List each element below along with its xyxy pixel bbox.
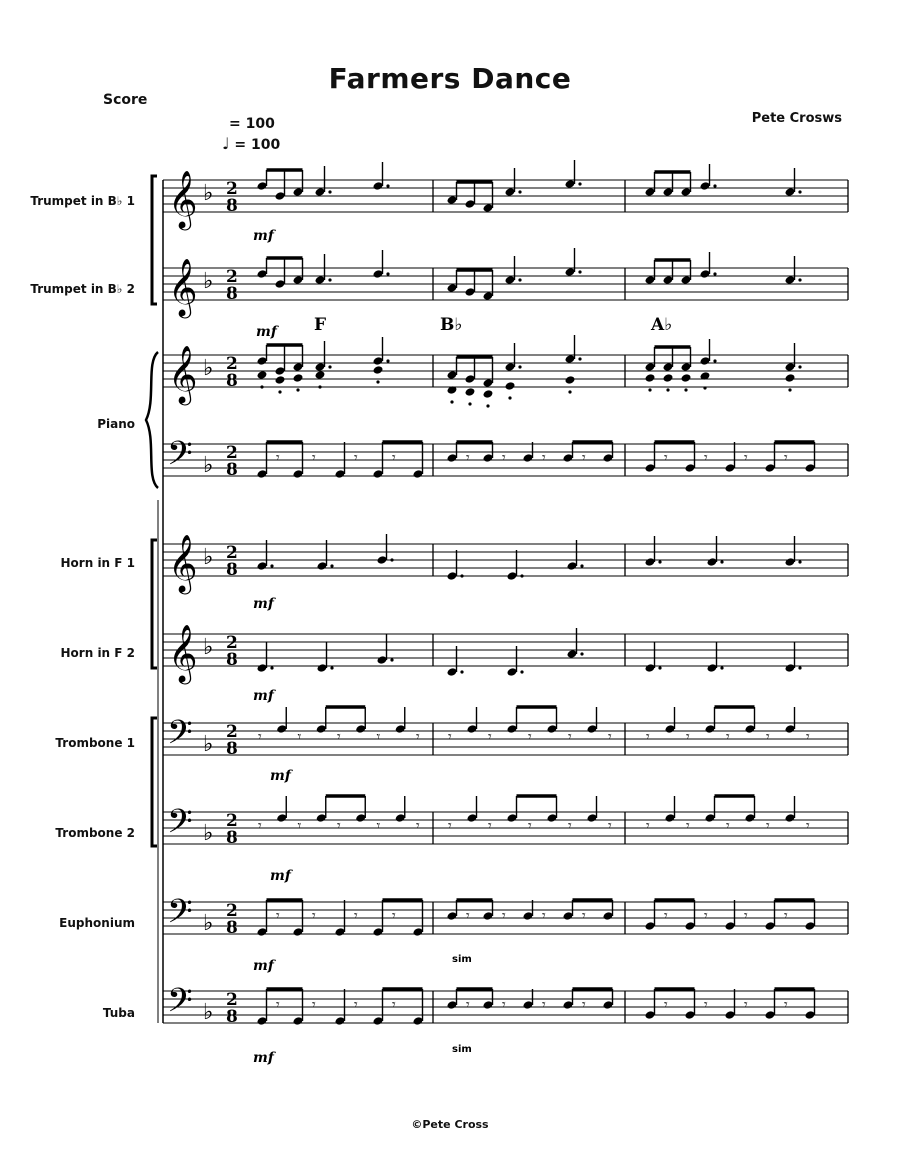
eighth-rest-icon: 𝄾 (448, 818, 452, 834)
treble-clef-icon: 𝄞 (168, 624, 198, 682)
augmentation-dot (713, 184, 716, 187)
eighth-rest-icon: 𝄾 (568, 818, 572, 834)
flat-key-signature-icon: ♭ (203, 911, 214, 936)
eighth-rest-icon: 𝄾 (744, 908, 748, 924)
sim-marking: sim (452, 1044, 472, 1055)
augmentation-dot (260, 385, 263, 388)
eighth-rest-icon: 𝄾 (726, 818, 730, 834)
dynamic-marking: mf (253, 1050, 274, 1066)
augmentation-dot (520, 670, 523, 673)
eighth-rest-icon: 𝄾 (448, 729, 452, 745)
augmentation-dot (703, 386, 706, 389)
augmentation-dot (568, 390, 571, 393)
treble-clef-icon: 𝄞 (168, 534, 198, 592)
eighth-rest-icon: 𝄾 (766, 729, 770, 745)
eighth-rest-icon: 𝄾 (528, 818, 532, 834)
dynamic-marking: mf (253, 596, 274, 612)
augmentation-dot (330, 666, 333, 669)
tempo-marking-1: = 100 (229, 116, 275, 132)
chord-symbol-aflat: A♭ (651, 315, 673, 335)
augmentation-dot (450, 400, 453, 403)
notehead (373, 365, 384, 375)
augmentation-dot (328, 278, 331, 281)
eighth-rest-icon: 𝄾 (488, 818, 492, 834)
eighth-rest-icon: 𝄾 (806, 729, 810, 745)
eighth-rest-icon: 𝄾 (704, 908, 708, 924)
eighth-rest-icon: 𝄾 (686, 818, 690, 834)
augmentation-dot (798, 278, 801, 281)
eighth-rest-icon: 𝄾 (466, 997, 470, 1013)
eighth-rest-icon: 𝄾 (686, 729, 690, 745)
notehead (483, 389, 494, 399)
eighth-rest-icon: 𝄾 (376, 818, 381, 834)
eighth-rest-icon: 𝄾 (744, 450, 748, 466)
eighth-rest-icon: 𝄾 (502, 908, 506, 924)
flat-key-signature-icon: ♭ (203, 821, 214, 846)
time-signature-top: 2 (226, 443, 238, 463)
augmentation-dot (376, 380, 379, 383)
score-label: Score (103, 92, 148, 108)
bass-clef-icon: 𝄢 (167, 982, 193, 1028)
notehead (681, 373, 692, 383)
augmentation-dot (518, 365, 521, 368)
chord-symbol-bflat: B♭ (440, 315, 463, 335)
eighth-rest-icon: 𝄾 (488, 729, 492, 745)
time-signature-bottom: 8 (226, 371, 238, 391)
tempo-value: = 100 (234, 137, 281, 153)
notes-group (257, 160, 816, 1026)
flat-key-signature-icon: ♭ (203, 732, 214, 757)
eighth-rest-icon: 𝄾 (276, 450, 280, 466)
sim-marking: sim (452, 954, 472, 965)
augmentation-dot (318, 385, 321, 388)
bass-clef-icon: 𝄢 (167, 803, 193, 849)
instrument-label-tuba: Tuba (102, 1006, 135, 1020)
bass-clef-icon: 𝄢 (167, 714, 193, 760)
bass-clef-icon: 𝄢 (167, 893, 193, 939)
piano-brace (146, 352, 158, 488)
instrument-label-horn-1: Horn in F 1 (60, 556, 135, 570)
eighth-rest-icon: 𝄾 (582, 997, 586, 1013)
horn-bracket (152, 540, 157, 668)
score-title: Farmers Dance (328, 62, 572, 95)
augmentation-dot (460, 670, 463, 673)
augmentation-dot (684, 388, 687, 391)
eighth-rest-icon: 𝄾 (392, 450, 396, 466)
eighth-rest-icon: 𝄾 (502, 450, 506, 466)
time-signature-top: 2 (226, 901, 238, 921)
augmentation-dot (798, 666, 801, 669)
eighth-rest-icon: 𝄾 (664, 908, 668, 924)
dynamic-marking: mf (253, 228, 274, 244)
eighth-rest-icon: 𝄾 (528, 729, 532, 745)
eighth-rest-icon: 𝄾 (312, 908, 316, 924)
instrument-label-trumpet-2: Trumpet in B♭ 2 (30, 282, 135, 296)
eighth-rest-icon: 𝄾 (542, 908, 546, 924)
augmentation-dot (390, 558, 393, 561)
eighth-rest-icon: 𝄾 (337, 818, 341, 834)
augmentation-dot (713, 272, 716, 275)
treble-clef-icon: 𝄞 (168, 345, 198, 403)
eighth-rest-icon: 𝄾 (646, 818, 650, 834)
instrument-label-trombone-2: Trombone 2 (55, 826, 135, 840)
dynamic-marking: mf (253, 958, 274, 974)
marks-group (253, 228, 672, 1066)
augmentation-dot (328, 190, 331, 193)
eighth-rest-icon: 𝄾 (608, 729, 612, 745)
time-signature-bottom: 8 (226, 739, 238, 759)
augmentation-dot (330, 564, 333, 567)
augmentation-dot (386, 359, 389, 362)
time-signature-top: 2 (226, 354, 238, 374)
eighth-rest-icon: 𝄾 (416, 729, 420, 745)
eighth-rest-icon: 𝄾 (784, 997, 788, 1013)
eighth-rest-icon: 𝄾 (608, 818, 612, 834)
augmentation-dot (658, 560, 661, 563)
augmentation-dot (666, 388, 669, 391)
augmentation-dot (520, 574, 523, 577)
augmentation-dot (720, 560, 723, 563)
notehead (465, 387, 476, 397)
eighth-rest-icon: 𝄾 (784, 450, 788, 466)
instrument-label-trumpet-1: Trumpet in B♭ 1 (30, 194, 135, 208)
augmentation-dot (486, 404, 489, 407)
eighth-rest-icon: 𝄾 (297, 818, 302, 834)
eighth-rest-icon: 𝄾 (354, 450, 358, 466)
eighth-rest-icon: 𝄾 (337, 729, 341, 745)
eighth-rest-icon: 𝄾 (726, 729, 730, 745)
time-signature-bottom: 8 (226, 650, 238, 670)
eighth-rest-icon: 𝄾 (276, 997, 280, 1013)
bass-clef-icon: 𝄢 (167, 435, 193, 481)
instrument-label-trombone-1: Trombone 1 (55, 736, 135, 750)
augmentation-dot (798, 190, 801, 193)
eighth-rest-icon: 𝄾 (354, 997, 358, 1013)
time-signature-bottom: 8 (226, 196, 238, 216)
instrument-label-horn-2: Horn in F 2 (60, 646, 135, 660)
flat-key-signature-icon: ♭ (203, 545, 214, 570)
augmentation-dot (518, 190, 521, 193)
eighth-rest-icon: 𝄾 (664, 997, 668, 1013)
dynamic-marking: mf (256, 324, 277, 340)
dynamic-marking: mf (270, 868, 291, 884)
augmentation-dot (713, 359, 716, 362)
notehead (785, 373, 796, 383)
augmentation-dot (658, 666, 661, 669)
augmentation-dot (386, 272, 389, 275)
time-signature-bottom: 8 (226, 560, 238, 580)
flat-key-signature-icon: ♭ (203, 269, 214, 294)
dynamic-marking: mf (253, 688, 274, 704)
notehead (275, 375, 286, 385)
augmentation-dot (328, 365, 331, 368)
time-signature-top: 2 (226, 811, 238, 831)
eighth-rest-icon: 𝄾 (568, 729, 572, 745)
eighth-rest-icon: 𝄾 (704, 997, 708, 1013)
eighth-rest-icon: 𝄾 (258, 818, 262, 834)
eighth-rest-icon: 𝄾 (392, 908, 396, 924)
eighth-rest-icon: 𝄾 (582, 908, 586, 924)
eighth-rest-icon: 𝄾 (646, 729, 650, 745)
time-signature-bottom: 8 (226, 460, 238, 480)
augmentation-dot (518, 278, 521, 281)
augmentation-dot (788, 388, 791, 391)
eighth-rest-icon: 𝄾 (297, 729, 302, 745)
staves-group (146, 170, 848, 1028)
augmentation-dot (798, 560, 801, 563)
eighth-rest-icon: 𝄾 (744, 997, 748, 1013)
eighth-rest-icon: 𝄾 (502, 997, 506, 1013)
flat-key-signature-icon: ♭ (203, 181, 214, 206)
flat-key-signature-icon: ♭ (203, 356, 214, 381)
eighth-rest-icon: 𝄾 (312, 997, 316, 1013)
flat-key-signature-icon: ♭ (203, 1000, 214, 1025)
time-signature-top: 2 (226, 179, 238, 199)
notehead (645, 373, 656, 383)
eighth-rest-icon: 𝄾 (312, 450, 316, 466)
eighth-rest-icon: 𝄾 (258, 729, 262, 745)
trombone-bracket (152, 718, 157, 846)
augmentation-dot (270, 666, 273, 669)
augmentation-dot (578, 270, 581, 273)
eighth-rest-icon: 𝄾 (392, 997, 396, 1013)
composer-name: Pete Crosws (751, 111, 842, 126)
time-signature-top: 2 (226, 267, 238, 287)
notehead (565, 375, 576, 385)
eighth-rest-icon: 𝄾 (582, 450, 586, 466)
eighth-rest-icon: 𝄾 (276, 908, 280, 924)
treble-clef-icon: 𝄞 (168, 170, 198, 228)
flat-key-signature-icon: ♭ (203, 635, 214, 660)
notehead (293, 373, 304, 383)
augmentation-dot (390, 658, 393, 661)
augmentation-dot (296, 388, 299, 391)
eighth-rest-icon: 𝄾 (416, 818, 420, 834)
eighth-rest-icon: 𝄾 (542, 450, 546, 466)
notehead (663, 373, 674, 383)
augmentation-dot (798, 365, 801, 368)
copyright-footer: ©Pete Cross (411, 1118, 489, 1131)
flat-key-signature-icon: ♭ (203, 453, 214, 478)
instrument-label-piano: Piano (97, 417, 135, 431)
notehead (315, 370, 326, 380)
time-signature-top: 2 (226, 543, 238, 563)
chord-symbol-f: F (314, 315, 327, 335)
augmentation-dot (578, 357, 581, 360)
time-signature-top: 2 (226, 990, 238, 1010)
time-signature-bottom: 8 (226, 918, 238, 938)
trumpet-bracket (152, 176, 157, 304)
eighth-rest-icon: 𝄾 (466, 908, 470, 924)
eighth-rest-icon: 𝄾 (784, 908, 788, 924)
time-signature-bottom: 8 (226, 828, 238, 848)
time-signature-bottom: 8 (226, 284, 238, 304)
eighth-rest-icon: 𝄾 (542, 997, 546, 1013)
augmentation-dot (468, 402, 471, 405)
augmentation-dot (578, 182, 581, 185)
eighth-rest-icon: 𝄾 (354, 908, 358, 924)
treble-clef-icon: 𝄞 (168, 258, 198, 316)
augmentation-dot (508, 396, 511, 399)
time-signature-top: 2 (226, 633, 238, 653)
instrument-label-euphonium: Euphonium (59, 916, 135, 930)
augmentation-dot (648, 388, 651, 391)
eighth-rest-icon: 𝄾 (806, 818, 810, 834)
time-signature-bottom: 8 (226, 1007, 238, 1027)
time-signature-top: 2 (226, 722, 238, 742)
quarter-note-icon: ♩ (222, 134, 230, 153)
notehead (505, 381, 516, 391)
augmentation-dot (720, 666, 723, 669)
notehead (257, 370, 268, 380)
eighth-rest-icon: 𝄾 (664, 450, 668, 466)
augmentation-dot (580, 564, 583, 567)
augmentation-dot (460, 574, 463, 577)
augmentation-dot (386, 184, 389, 187)
augmentation-dot (270, 564, 273, 567)
eighth-rest-icon: 𝄾 (704, 450, 708, 466)
augmentation-dot (580, 652, 583, 655)
eighth-rest-icon: 𝄾 (766, 818, 770, 834)
eighth-rest-icon: 𝄾 (466, 450, 470, 466)
augmentation-dot (278, 390, 281, 393)
dynamic-marking: mf (270, 768, 291, 784)
eighth-rest-icon: 𝄾 (376, 729, 381, 745)
